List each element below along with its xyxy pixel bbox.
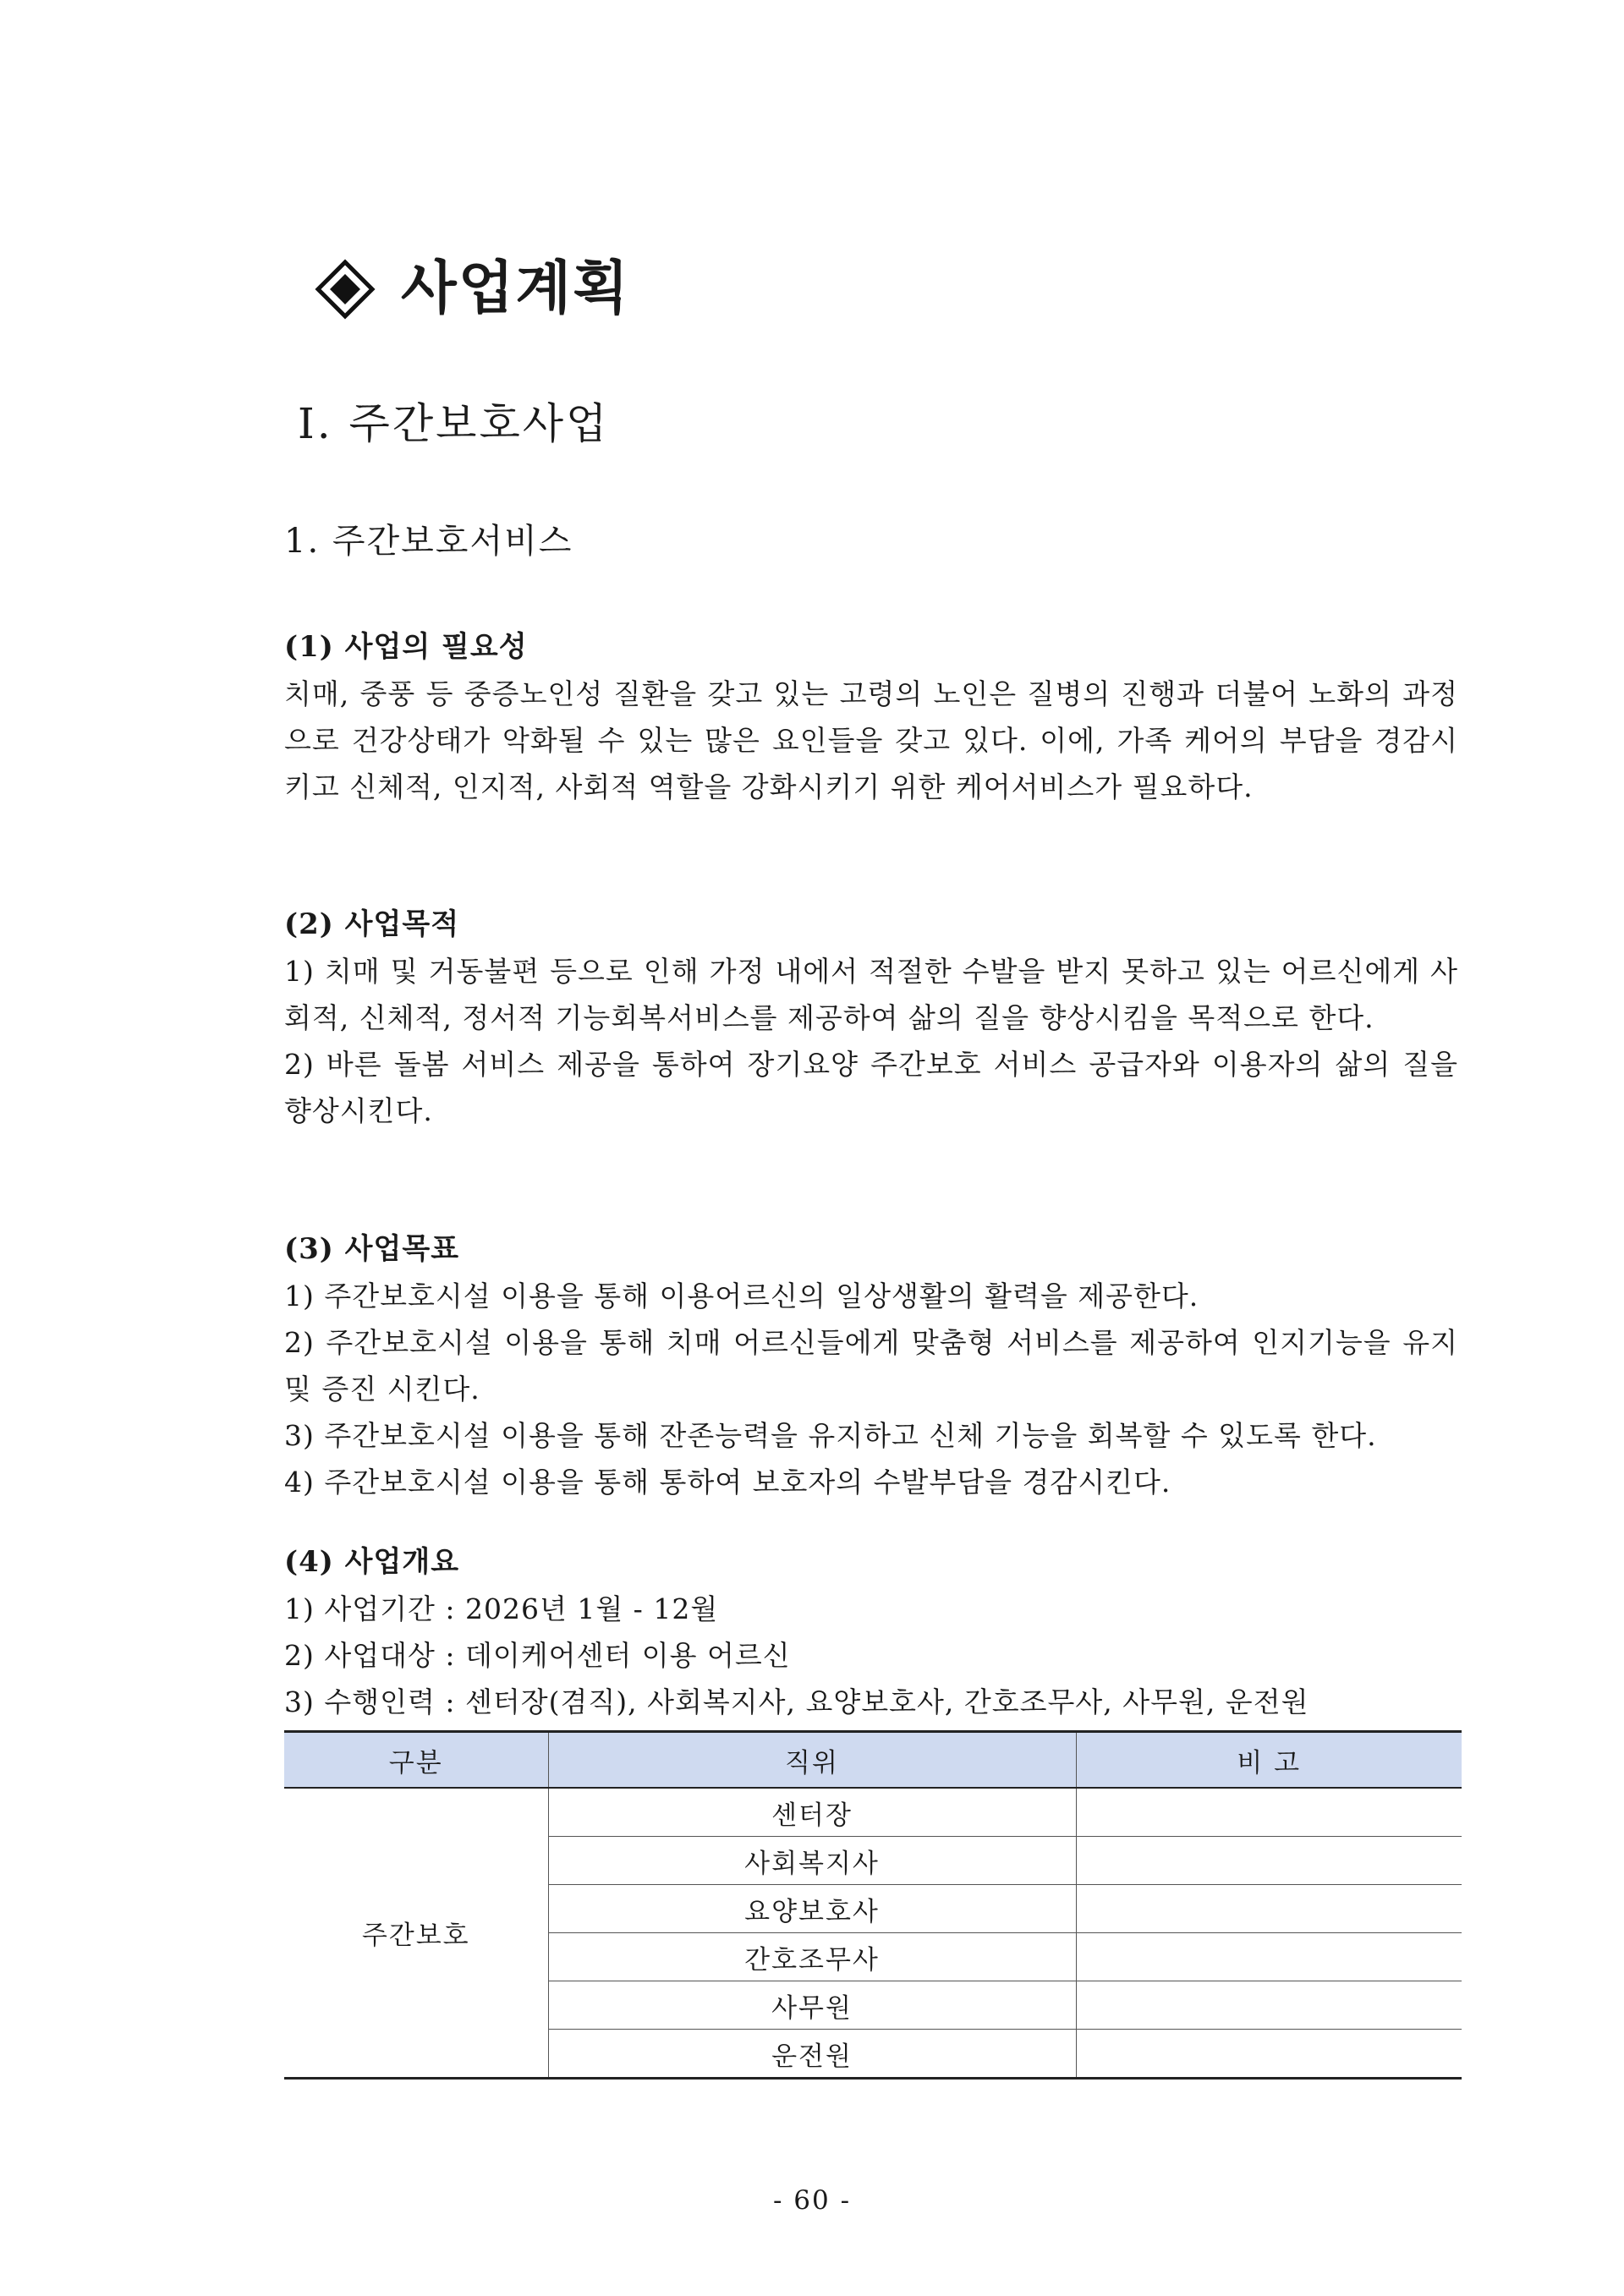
goal-item: 3) 주간보호시설 이용을 통해 잔존능력을 유지하고 신체 기능을 회복할 수 있도록 한다. (284, 1419, 1377, 1452)
goals-heading: (3) 사업목표 (284, 1232, 460, 1266)
table-header-note: 비 고 (1076, 1732, 1462, 1789)
section-heading: 1. 주간보호서비스 (284, 522, 573, 561)
table-cell-note (1076, 1837, 1462, 1885)
need-paragraph: 치매, 중풍 등 중증노인성 질환을 갖고 있는 고령의 노인은 질병의 진행과 더불어 노화의 과정으로 건강상태가 악화될 수 있는 많은 요인들을 갖고 있다. 이에, 가족 케어의 부담을 경감시키고 신체적, 인지적, 사회적 역할을 강화시키기 위한 케어서비스가 필요하다. (284, 677, 1458, 803)
table-cell-position: 사무원 (548, 1981, 1076, 2030)
purpose-item: 1) 치매 및 거동불편 등으로 인해 가정 내에서 적절한 수발을 받지 못하고 있는 어르신에게 사회적, 신체적, 정서적 기능회복서비스를 제공하여 삶의 질을 향상시킴을 목적으로 한다. (284, 955, 1458, 1034)
table-cell-note (1076, 2030, 1462, 2079)
table-cell-position: 요양보호사 (548, 1885, 1076, 1933)
table-cell-position: 운전원 (548, 2030, 1076, 2079)
purpose-item: 2) 바른 돌봄 서비스 제공을 통하여 장기요양 주간보호 서비스 공급자와 이용자의 삶의 질을 향상시킨다. (284, 1048, 1458, 1127)
table-row (284, 1788, 1462, 1837)
staff-table (284, 1730, 1462, 2080)
overview-block (284, 1539, 1458, 1725)
need-heading: (1) 사업의 필요성 (284, 630, 528, 664)
page-number: - 60 - (772, 2185, 852, 2216)
diamond-bullet-icon (315, 259, 376, 320)
table-header-row (284, 1732, 1462, 1789)
table-cell-note (1076, 1788, 1462, 1837)
table-cell-position: 센터장 (548, 1788, 1076, 1837)
page-title-text: 사업계획 (401, 255, 630, 322)
table-cell-note (1076, 1933, 1462, 1981)
purpose-block (284, 901, 1458, 1134)
goal-item: 4) 주간보호시설 이용을 통해 통하여 보호자의 수발부담을 경감시킨다. (284, 1466, 1171, 1499)
table-cell-position: 사회복지사 (548, 1837, 1076, 1885)
chapter-heading: Ⅰ. 주간보호사업 (298, 399, 610, 448)
table-cell-position: 간호조무사 (548, 1933, 1076, 1981)
overview-heading: (4) 사업개요 (284, 1545, 460, 1579)
need-block (284, 624, 1458, 810)
purpose-heading: (2) 사업목적 (284, 907, 460, 941)
page-title (315, 255, 630, 322)
overview-item: 2) 사업대상 : 데이케어센터 이용 어르신 (284, 1639, 791, 1672)
goal-item: 2) 주간보호시설 이용을 통해 치매 어르신들에게 맞춤형 서비스를 제공하여 인지기능을 유지 및 증진 시킨다. (284, 1326, 1458, 1406)
table-header-category: 구분 (284, 1732, 548, 1789)
overview-item: 3) 수행인력 : 센터장(겸직), 사회복지사, 요양보호사, 간호조무사, 사무원, 운전원 (284, 1685, 1309, 1718)
overview-item: 1) 사업기간 : 2026년 1월 - 12월 (284, 1592, 719, 1625)
table-group-cell: 주간보호 (284, 1788, 548, 2079)
table-cell-note (1076, 1981, 1462, 2030)
goals-block (284, 1226, 1458, 1505)
table-cell-note (1076, 1885, 1462, 1933)
table-header-position: 직위 (548, 1732, 1076, 1789)
goal-item: 1) 주간보호시설 이용을 통해 이용어르신의 일상생활의 활력을 제공한다. (284, 1280, 1199, 1312)
